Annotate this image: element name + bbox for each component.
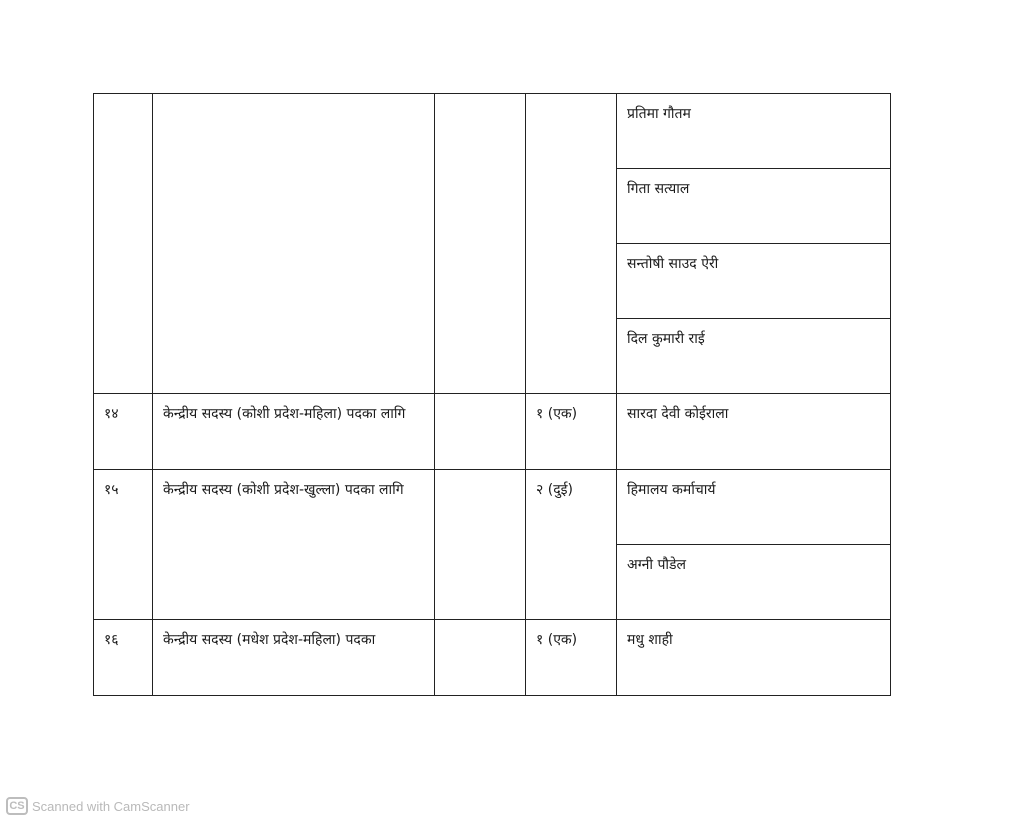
table-row — [94, 620, 891, 696]
count-cell — [526, 94, 617, 394]
candidate-name-cell: प्रतिमा गौतम — [617, 94, 891, 169]
candidate-name-cell: गिता सत्याल — [617, 169, 891, 244]
count-cell: २ (दुई) — [526, 470, 617, 620]
post-cell: केन्द्रीय सदस्य (मधेश प्रदेश-महिला) पदका — [153, 620, 435, 696]
serial-cell: १४ — [94, 394, 153, 470]
table-row — [94, 94, 891, 169]
blank-cell — [435, 470, 526, 620]
count-cell: १ (एक) — [526, 620, 617, 696]
blank-cell — [435, 394, 526, 470]
candidate-name-cell: अग्नी पौडेल — [617, 545, 891, 620]
watermark-text: Scanned with CamScanner — [32, 798, 190, 814]
candidate-name-cell: मधु शाही — [617, 620, 891, 696]
camscanner-watermark — [6, 797, 190, 815]
serial-cell — [94, 94, 153, 394]
table-row — [94, 394, 891, 470]
serial-cell: १५ — [94, 470, 153, 620]
table-row — [94, 470, 891, 545]
serial-cell: १६ — [94, 620, 153, 696]
blank-cell — [435, 620, 526, 696]
candidate-name-cell: दिल कुमारी राई — [617, 319, 891, 394]
post-cell: केन्द्रीय सदस्य (कोशी प्रदेश-खुल्ला) पदका लागि — [153, 470, 435, 620]
candidate-table — [93, 93, 891, 696]
camscanner-logo-icon: CS — [6, 797, 28, 815]
candidate-name-cell: सन्तोषी साउद ऐरी — [617, 244, 891, 319]
count-cell: १ (एक) — [526, 394, 617, 470]
post-cell: केन्द्रीय सदस्य (कोशी प्रदेश-महिला) पदका लागि — [153, 394, 435, 470]
candidate-name-cell: सारदा देवी कोईराला — [617, 394, 891, 470]
candidate-name-cell: हिमालय कर्माचार्य — [617, 470, 891, 545]
post-cell — [153, 94, 435, 394]
blank-cell — [435, 94, 526, 394]
